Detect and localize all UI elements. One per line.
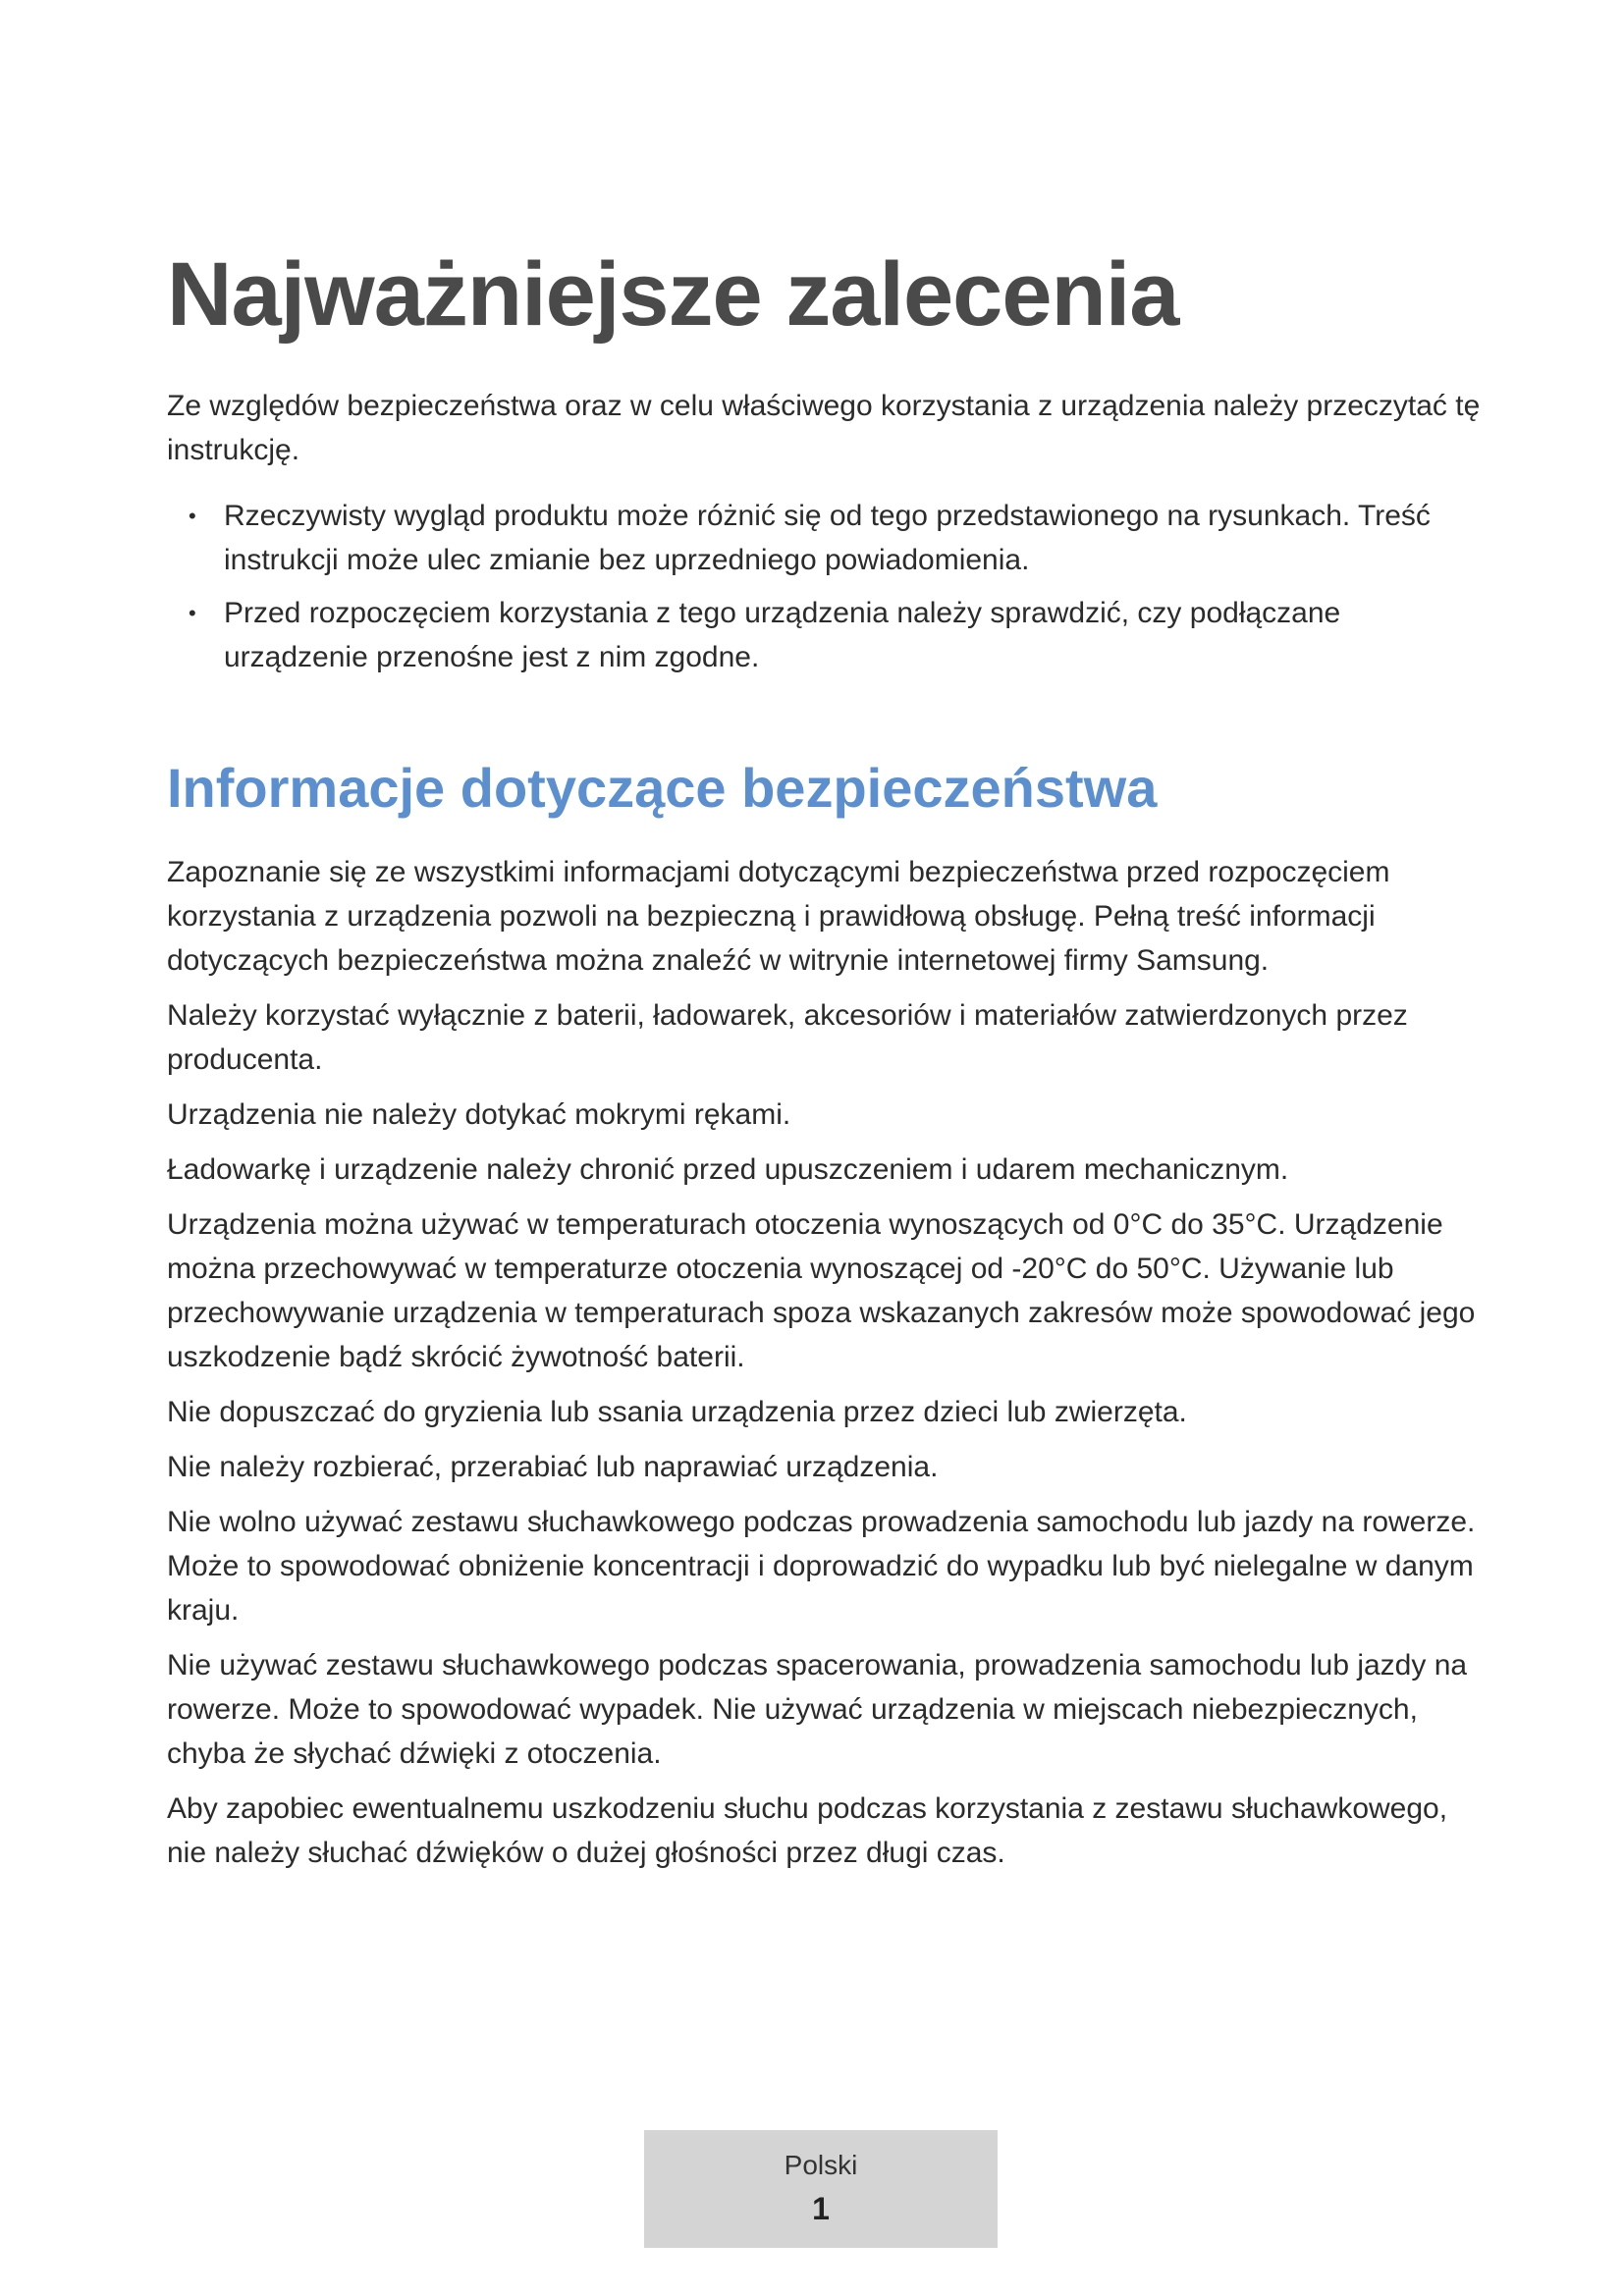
- safety-paragraph: Urządzenia nie należy dotykać mokrymi rękami.: [167, 1097, 791, 1131]
- safety-paragraph: Nie używać zestawu słuchawkowego podczas spacerowania, prowadzenia samochodu lub jazdy na rowerze. Może to spowodować wypadek. Nie używać urządzenia w miejscach niebezpiecznych, chyba że słychać dźwięki z otoczenia.: [167, 1648, 1468, 1770]
- section-title-safety: Informacje dotyczące bezpieczeństwa: [167, 757, 1158, 820]
- safety-paragraph: Ładowarkę i urządzenie należy chronić przed upuszczeniem i udarem mechanicznym.: [167, 1152, 1289, 1186]
- page-number: 1: [812, 2191, 830, 2226]
- intro-paragraph: Ze względów bezpieczeństwa oraz w celu właściwego korzystania z urządzenia należy przeczytać tę instrukcję.: [167, 390, 1481, 467]
- safety-paragraph: Zapoznanie się ze wszystkimi informacjami dotyczącymi bezpieczeństwa przed rozpoczęciem korzystania z urządzenia pozwoli na bezpieczną i prawidłową obsługę. Pełną treść informacji dotyczących bezpieczeństwa można znaleźć w witrynie internetowej firmy Samsung.: [167, 855, 1390, 977]
- safety-paragraph: Nie należy rozbierać, przerabiać lub naprawiać urządzenia.: [167, 1450, 939, 1483]
- bullet-icon: •: [189, 601, 196, 626]
- safety-paragraph: Aby zapobiec ewentualnemu uszkodzeniu słuchu podczas korzystania z zestawu słuchawkowego, nie należy słuchać dźwięków o dużej głośności przez długi czas.: [167, 1791, 1448, 1869]
- footer-language: Polski: [784, 2150, 858, 2180]
- bullet-icon: •: [189, 504, 196, 529]
- note-text: Przed rozpoczęciem korzystania z tego urządzenia należy sprawdzić, czy podłączane urządzenie przenośne jest z nim zgodne.: [224, 597, 1341, 674]
- note-text: Rzeczywisty wygląd produktu może różnić się od tego przedstawionego na rysunkach. Treść instrukcji może ulec zmianie bez uprzedniego powiadomienia.: [224, 500, 1431, 577]
- page-footer: [644, 2130, 998, 2248]
- document-page: [167, 245, 1483, 1886]
- list-item: [167, 591, 1483, 679]
- safety-paragraph: Urządzenia można używać w temperaturach otoczenia wynoszących od 0°C do 35°C. Urządzenie można przechowywać w temperaturze otoczenia wynoszącej od -20°C do 50°C. Używanie lub przechowywanie urządzenia w temperaturach spoza wskazanych zakresów może spowodować jego uszkodzenie bądź skrócić żywotność baterii.: [167, 1207, 1476, 1373]
- safety-section-body: [167, 850, 1483, 1875]
- safety-paragraph: Należy korzystać wyłącznie z baterii, ładowarek, akcesoriów i materiałów zatwierdzonych przez producenta.: [167, 998, 1408, 1076]
- page-title: Najważniejsze zalecenia: [167, 244, 1179, 345]
- list-item: [167, 494, 1483, 582]
- safety-paragraph: Nie dopuszczać do gryzienia lub ssania urządzenia przez dzieci lub zwierzęta.: [167, 1395, 1187, 1428]
- safety-paragraph: Nie wolno używać zestawu słuchawkowego podczas prowadzenia samochodu lub jazdy na rowerze. Może to spowodować obniżenie koncentracji i doprowadzić do wypadku lub być nielegalne w danym kraju.: [167, 1505, 1476, 1627]
- notes-list: [167, 494, 1483, 679]
